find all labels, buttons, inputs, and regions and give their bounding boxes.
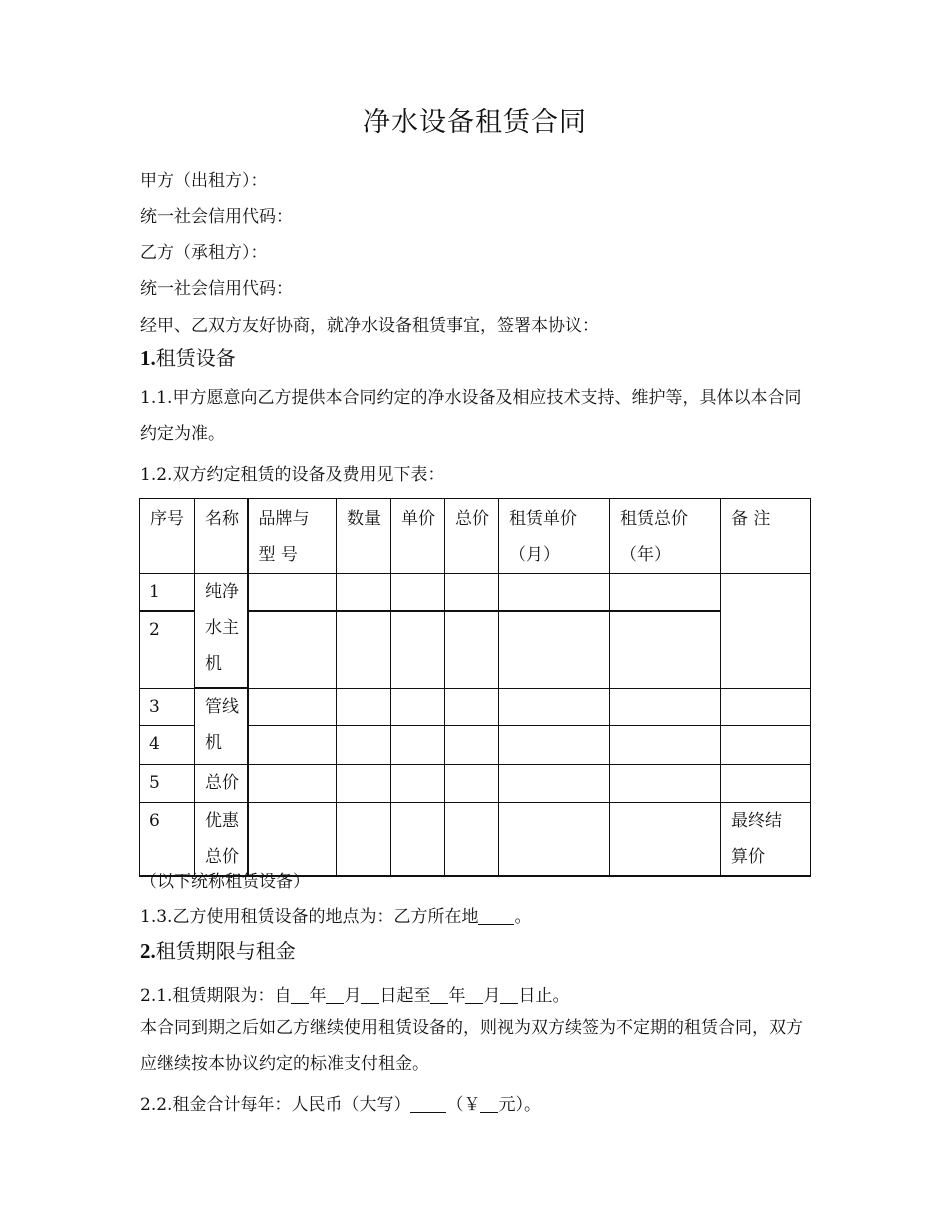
header-cell: 单价 xyxy=(391,499,445,574)
table-note: （以下统称租赁设备） xyxy=(140,872,310,892)
header-cell: 总价 xyxy=(445,499,499,574)
year-label: 年 xyxy=(448,986,466,1006)
table-cell xyxy=(248,764,337,802)
table-cell xyxy=(610,611,721,688)
renewal-clause: 本合同到期之后如乙方继续使用租赁设备的，则视为双方续签为不定期的租赁合同，双方应继续按本协议约定的标准支付租金。 xyxy=(140,1018,803,1074)
remark-line: 算价 xyxy=(731,846,765,867)
table-cell xyxy=(391,764,445,802)
header-line: （月） xyxy=(509,545,560,565)
header-cell: 备 注 xyxy=(721,499,811,574)
table-cell xyxy=(337,764,391,802)
section-2-number: 2. xyxy=(140,939,156,963)
table-cell xyxy=(248,688,337,725)
name-cell xyxy=(195,802,248,876)
amount-words-blank xyxy=(410,1094,446,1113)
table-cell xyxy=(610,574,721,612)
header-cell: 名称 xyxy=(195,499,248,574)
table-cell xyxy=(248,802,337,876)
name-line: 机 xyxy=(205,733,222,753)
party-b-label: 乙方（承租方）： xyxy=(140,243,268,263)
clause-2-2-suffix: 元）。 xyxy=(498,1095,541,1115)
table-cell xyxy=(499,574,610,612)
name-cell xyxy=(195,574,248,689)
name-cell xyxy=(195,688,248,764)
header-cell xyxy=(248,499,337,574)
clause-1-3-end: 。 xyxy=(514,907,532,927)
table-cell xyxy=(391,802,445,876)
table-row xyxy=(140,574,811,612)
section-1-heading xyxy=(140,342,236,371)
row-number: 2 xyxy=(140,611,195,688)
table-cell xyxy=(391,574,445,612)
header-line: 型 号 xyxy=(258,545,298,565)
table-cell xyxy=(610,688,721,725)
remark-cell xyxy=(721,802,811,876)
party-a-label: 甲方（出租方）： xyxy=(140,171,268,191)
year-label: 年 xyxy=(309,986,327,1006)
table-row xyxy=(140,802,811,876)
table-cell xyxy=(248,725,337,764)
name-cell: 总价 xyxy=(195,764,248,802)
name-line: 机 xyxy=(205,654,222,674)
clause-2-1-prefix: 2.1.租赁期限为：自 xyxy=(140,986,292,1006)
table-cell xyxy=(445,611,499,688)
month-label: 月 xyxy=(344,986,362,1006)
header-cell xyxy=(499,499,610,574)
table-cell xyxy=(610,802,721,876)
table-cell xyxy=(337,725,391,764)
credit-code-a-label: 统一社会信用代码： xyxy=(140,207,293,227)
table-cell xyxy=(445,574,499,612)
table-cell xyxy=(391,611,445,688)
clause-2-2 xyxy=(140,1090,541,1115)
header-cell xyxy=(610,499,721,574)
currency-open: （￥ xyxy=(446,1095,481,1115)
table-cell xyxy=(499,725,610,764)
day-end-label: 日止。 xyxy=(518,986,570,1006)
day-to-label: 日起至 xyxy=(379,986,431,1006)
table-cell xyxy=(721,688,811,725)
clause-2-1 xyxy=(140,981,569,1006)
start-day-blank xyxy=(361,985,379,1004)
header-line: （年） xyxy=(620,545,671,565)
end-day-blank xyxy=(500,985,518,1004)
row-number: 1 xyxy=(140,574,195,612)
table-row xyxy=(140,764,811,802)
table-cell xyxy=(721,764,811,802)
start-year-blank xyxy=(291,985,309,1004)
header-cell: 数量 xyxy=(337,499,391,574)
row-number: 3 xyxy=(140,688,195,725)
table-cell xyxy=(391,688,445,725)
section-2-title: 租赁期限与租金 xyxy=(155,939,296,963)
table-cell xyxy=(721,725,811,764)
clause-2-2-prefix: 2.2.租金合计每年：人民币（大写） xyxy=(140,1095,411,1115)
table-cell xyxy=(445,688,499,725)
name-line: 总价 xyxy=(205,846,239,867)
section-1-number: 1. xyxy=(140,346,156,370)
name-line: 管线 xyxy=(205,697,239,717)
table-cell xyxy=(499,802,610,876)
table-cell xyxy=(445,725,499,764)
table-cell xyxy=(499,764,610,802)
header-cell: 序号 xyxy=(140,499,195,574)
table-cell xyxy=(337,574,391,612)
name-line: 水主 xyxy=(205,618,239,638)
intro-text: 经甲、乙双方友好协商，就净水设备租赁事宜，签署本协议： xyxy=(140,316,599,336)
table-cell xyxy=(337,688,391,725)
end-month-blank xyxy=(465,985,483,1004)
table-cell xyxy=(445,764,499,802)
credit-code-b-label: 统一社会信用代码： xyxy=(140,279,293,299)
table-cell xyxy=(391,725,445,764)
table-cell xyxy=(337,611,391,688)
document-title: 净水设备租赁合同 xyxy=(363,107,587,138)
table-cell xyxy=(499,611,610,688)
clause-1-3 xyxy=(140,902,531,927)
end-year-blank xyxy=(430,985,448,1004)
table-cell xyxy=(610,725,721,764)
section-1-title: 租赁设备 xyxy=(155,346,236,370)
header-line: 租赁单价 xyxy=(509,509,577,529)
remark-line: 最终结 xyxy=(731,810,782,831)
table-row xyxy=(140,688,811,725)
name-line: 纯净 xyxy=(205,582,239,602)
name-line: 优惠 xyxy=(205,810,239,831)
table-cell xyxy=(610,764,721,802)
clause-1-2: 1.2.双方约定租赁的设备及费用见下表： xyxy=(140,465,445,485)
equipment-table xyxy=(139,498,811,877)
section-2-heading xyxy=(140,935,296,964)
header-line: 租赁总价 xyxy=(620,509,688,529)
clause-1-1: 1.1.甲方愿意向乙方提供本合同约定的净水设备及相应技术支持、维护等，具体以本合同约定为准。 xyxy=(140,388,802,444)
row-number: 4 xyxy=(140,725,195,764)
row-number: 5 xyxy=(140,764,195,802)
table-cell xyxy=(337,802,391,876)
start-month-blank xyxy=(326,985,344,1004)
clause-1-3-text: 1.3.乙方使用租赁设备的地点为：乙方所在地 xyxy=(140,907,479,927)
month-label: 月 xyxy=(483,986,501,1006)
remark-cell xyxy=(721,574,811,689)
table-cell xyxy=(445,802,499,876)
table-cell xyxy=(248,611,337,688)
table-cell xyxy=(499,688,610,725)
amount-number-blank xyxy=(480,1094,498,1113)
location-blank xyxy=(478,906,514,925)
row-number: 6 xyxy=(140,802,195,876)
table-cell xyxy=(248,574,337,612)
header-line: 品牌与 xyxy=(258,509,310,529)
table-header-row xyxy=(140,499,811,574)
